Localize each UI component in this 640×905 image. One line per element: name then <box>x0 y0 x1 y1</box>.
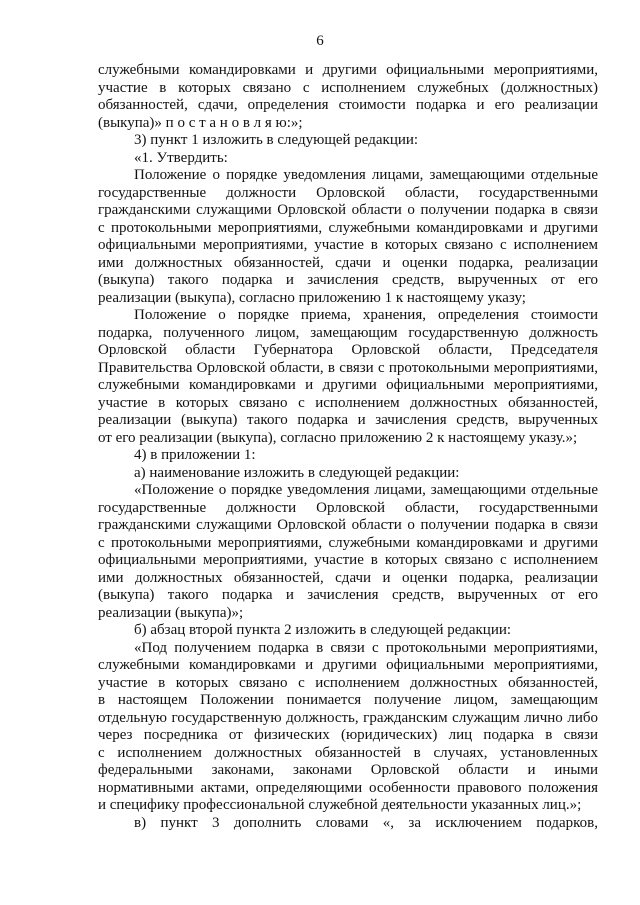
text-line: реализации (выкупа) такого подарка и зачисления средств, вырученных <box>98 412 598 428</box>
text-line: реализации (выкупа)»; <box>98 604 244 621</box>
text-line: Орловской области Губернатора Орловской области, Председателя <box>98 342 598 358</box>
text-line: государственные должности Орловской области, государственными <box>98 184 598 201</box>
text-line: участие в которых связано с исполнением должностных обязанностей, <box>98 674 598 691</box>
text-line: «Под получением подарка в связи с протокольными мероприятиями, <box>134 639 598 656</box>
document-body <box>98 62 598 832</box>
text-line: гражданскими служащими Орловской области о получении подарка в связи <box>98 517 598 533</box>
text-line: а) наименование изложить в следующей редакции: <box>134 464 460 481</box>
text-line: Правительства Орловской области, в связи с протокольными мероприятиями, <box>98 359 598 376</box>
text-line: служебными командировками и другими официальными мероприятиями, <box>98 62 598 78</box>
text-line: участие в которых связано с исполнением служебных (должностных) <box>98 79 598 96</box>
text-line: подарка, полученного лицом, замещающим государственную должность <box>98 324 598 341</box>
text-line: от его реализации (выкупа), согласно приложению 2 к настоящему указу.»; <box>98 429 578 446</box>
text-line: «1. Утвердить: <box>134 149 228 166</box>
text-line: с исполнением должностных обязанностей в случаях, установленных <box>98 744 598 761</box>
text-line: гражданскими служащими Орловской области о получении подарка в связи <box>98 202 598 218</box>
text-line: реализации (выкупа), согласно приложению 1 к настоящему указу; <box>98 289 526 306</box>
text-line: официальными мероприятиями, участие в которых связано с исполнением <box>98 552 598 568</box>
text-line: 4) в приложении 1: <box>134 447 256 463</box>
text-line: федеральными законами, законами Орловской области и иными <box>98 762 598 778</box>
text-line: в настоящем Положении понимается получение лицом, замещающим <box>98 692 598 708</box>
text-line: б) абзац второй пункта 2 изложить в следующей редакции: <box>134 622 512 638</box>
text-line: (выкупа)» п о с т а н о в л я ю:»; <box>98 114 303 131</box>
text-line: нормативными актами, определяющими особенности правового положения <box>98 779 598 796</box>
text-line: «Положение о порядке уведомления лицами, замещающими отдельные <box>134 482 598 498</box>
text-line: служебными командировками и другими официальными мероприятиями, <box>98 657 598 673</box>
text-line: в) пункт 3 дополнить словами «, за исключением подарков, <box>134 814 598 831</box>
text-line: участие в которых связано с исполнением должностных обязанностей, <box>98 394 598 411</box>
text-line: с протокольными мероприятиями, служебными командировками и другими <box>98 534 598 551</box>
page-number: 6 <box>316 33 324 49</box>
text-line: отдельную государственную должность, гражданским служащим лично либо <box>98 709 598 726</box>
text-line: (выкупа) такого подарка и зачисления средств, вырученных от его <box>98 587 598 603</box>
text-line: Положение о порядке уведомления лицами, замещающими отдельные <box>134 167 598 183</box>
text-line: ими должностных обязанностей, сдачи и оценки подарка, реализации <box>98 254 598 271</box>
text-line: 3) пункт 1 изложить в следующей редакции: <box>134 132 419 148</box>
text-line: и специфику профессиональной служебной деятельности указанных лиц.»; <box>98 797 582 813</box>
text-line: (выкупа) такого подарка и зачисления средств, вырученных от его <box>98 272 598 288</box>
text-line: ими должностных обязанностей, сдачи и оценки подарка, реализации <box>98 569 598 586</box>
text-line: государственные должности Орловской области, государственными <box>98 499 598 516</box>
text-line: Положение о порядке приема, хранения, определения стоимости <box>134 307 598 323</box>
text-line: через посредника от физических (юридических) лиц подарка в связи <box>98 727 598 743</box>
text-line: обязанностей, сдачи, определения стоимости подарка и его реализации <box>98 97 598 113</box>
text-line: служебными командировками и другими официальными мероприятиями, <box>98 377 598 393</box>
text-line: официальными мероприятиями, участие в которых связано с исполнением <box>98 237 598 253</box>
text-line: с протокольными мероприятиями, служебными командировками и другими <box>98 219 598 236</box>
